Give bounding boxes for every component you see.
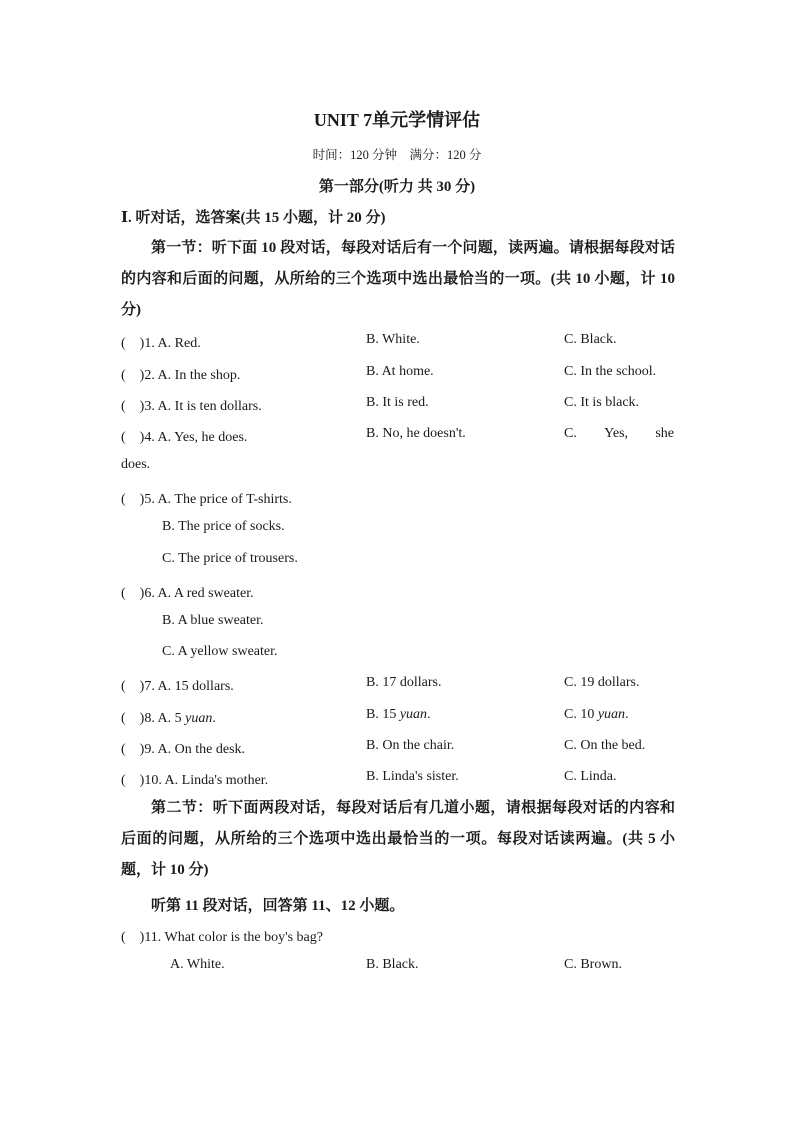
q4-option-c — [564, 426, 674, 442]
q5-option-b: B. The price of socks. — [162, 519, 285, 534]
question-9 — [121, 738, 681, 760]
q8-b-dot: . — [427, 707, 431, 722]
question-3 — [121, 395, 681, 417]
q1-option-b: B. White. — [366, 332, 420, 347]
question-1 — [121, 332, 681, 354]
q9-option-c: C. On the bed. — [564, 738, 646, 753]
q3-option-b: B. It is red. — [366, 395, 429, 410]
question-4 — [121, 426, 681, 448]
q9-option-a: ( )9. A. On the desk. — [121, 742, 246, 757]
q6-option-b: B. A blue sweater. — [162, 613, 264, 628]
q2-option-c: C. In the school. — [564, 364, 657, 379]
q4-option-c-word2: she — [655, 426, 674, 441]
q8-option-b — [366, 707, 431, 723]
q3-option-a: ( )3. A. It is ten dollars. — [121, 399, 262, 414]
exam-time-score: 时间：120 分钟 满分：120 分 — [312, 148, 482, 162]
q10-option-a: ( )10. A. Linda's mother. — [121, 773, 269, 788]
page-title: UNIT 7单元学情评估 — [313, 110, 481, 130]
q1-option-a: ( )1. A. Red. — [121, 336, 201, 351]
q7-option-b: B. 17 dollars. — [366, 675, 442, 690]
part-heading: 第一部分(听力 共 30 分) — [318, 179, 476, 195]
q8-c-unit: yuan — [597, 707, 626, 722]
q2-option-a: ( )2. A. In the shop. — [121, 368, 241, 383]
q4-option-c-label: C. — [564, 426, 577, 441]
q4-option-b: B. No, he doesn't. — [366, 426, 466, 441]
section2-instructions: 第二节：听下面两段对话，每段对话后有几道小题，请根据每段对话的内容和后面的问题，从所给的三个选项中选出最恰当的一项。每段对话读两遍。(共 5 小题，计 10 分) — [121, 800, 675, 878]
q11-option-c: C. Brown. — [564, 957, 622, 972]
q1-option-c: C. Black. — [564, 332, 617, 347]
section1-instructions: 第一节：听下面 10 段对话，每段对话后有一个问题，读两遍。请根据每段对话的内容和后面的问题，从所给的三个选项中选出最恰当的一项。(共 10 小题，计 10 分) — [121, 240, 675, 318]
section-heading: Ⅰ. 听对话，选答案(共 15 小题，计 20 分) — [121, 210, 386, 226]
q3-option-c: C. It is black. — [564, 395, 640, 410]
q4-option-a: ( )4. A. Yes, he does. — [121, 430, 248, 445]
question-7 — [121, 675, 681, 697]
q4-option-c-continued: does. — [121, 457, 151, 472]
q10-option-b: B. Linda's sister. — [366, 769, 459, 784]
q8-b-text: B. 15 — [366, 707, 400, 722]
question-2 — [121, 364, 681, 386]
q4-option-c-word1: Yes, — [604, 426, 629, 441]
q6-option-a: ( )6. A. A red sweater. — [121, 586, 254, 601]
q8-b-unit: yuan — [399, 707, 428, 722]
dialog-11-instruction: 听第 11 段对话，回答第 11、12 小题。 — [151, 898, 405, 914]
q8-option-a — [121, 707, 216, 727]
q6-option-c: C. A yellow sweater. — [162, 644, 278, 659]
q8-option-c — [564, 707, 629, 723]
q7-option-c: C. 19 dollars. — [564, 675, 640, 690]
q9-option-b: B. On the chair. — [366, 738, 455, 753]
q11-stem: ( )11. What color is the boy's bag? — [121, 930, 323, 945]
question-10 — [121, 769, 681, 791]
q8-a-text: ( )8. A. 5 — [121, 711, 186, 726]
q5-option-a: ( )5. A. The price of T-shirts. — [121, 492, 292, 507]
q8-c-dot: . — [625, 707, 629, 722]
q11-option-a: A. White. — [170, 957, 225, 972]
q8-c-text: C. 10 — [564, 707, 598, 722]
question-8 — [121, 707, 681, 729]
question-11-options — [121, 957, 681, 979]
q10-option-c: C. Linda. — [564, 769, 617, 784]
q8-a-dot: . — [212, 711, 216, 726]
q5-option-c: C. The price of trousers. — [162, 551, 298, 566]
q8-a-unit: yuan — [185, 711, 213, 726]
q11-option-b: B. Black. — [366, 957, 419, 972]
q7-option-a: ( )7. A. 15 dollars. — [121, 679, 234, 694]
q2-option-b: B. At home. — [366, 364, 434, 379]
